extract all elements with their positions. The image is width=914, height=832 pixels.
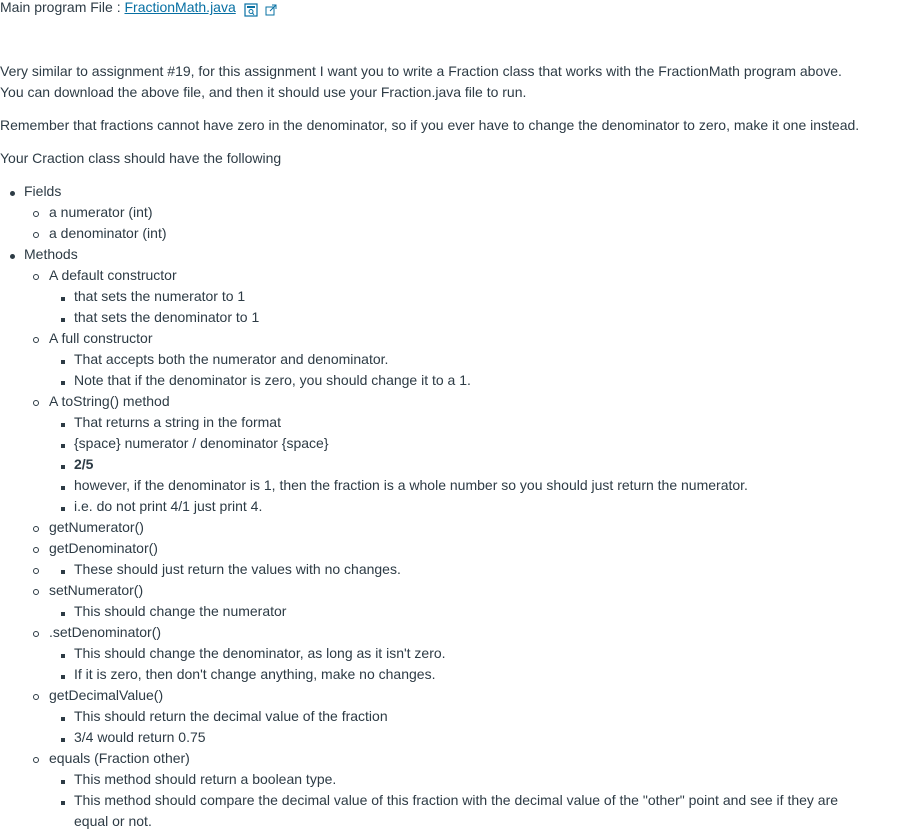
list-item-get-decimal-value: getDecimalValue() <box>0 685 914 706</box>
square-bullet <box>61 612 65 616</box>
list-item-tostring: A toString() method <box>0 391 914 412</box>
list-item-detail: This method should return a boolean type. <box>0 769 914 790</box>
list-item-detail: If it is zero, then don't change anything, make no changes. <box>0 664 914 685</box>
external-link-icon[interactable] <box>265 0 280 16</box>
circle-bullet <box>33 694 39 700</box>
list-item-methods: Methods <box>0 244 914 265</box>
file-label: Main program File : <box>0 0 125 15</box>
intro-paragraph <box>0 61 900 103</box>
square-bullet <box>61 360 65 364</box>
circle-bullet <box>33 589 39 595</box>
list-item-detail: This should return the decimal value of the fraction <box>0 706 914 727</box>
list-item-detail: that sets the numerator to 1 <box>0 286 914 307</box>
list-item-detail: Note that if the denominator is zero, you should change it to a 1. <box>0 370 914 391</box>
main-program-file-line <box>0 0 280 18</box>
square-bullet <box>61 780 65 784</box>
remember-paragraph: Remember that fractions cannot have zero in the denominator, so if you ever have to change the denominator to zero, make it one instead. <box>0 117 860 133</box>
list-item-field: a denominator (int) <box>0 223 914 244</box>
list-item-equals: equals (Fraction other) <box>0 748 914 769</box>
square-bullet <box>61 738 65 742</box>
circle-bullet <box>33 526 39 532</box>
list-item-getters-note: These should just return the values with no changes. <box>0 559 914 580</box>
circle-bullet <box>33 274 39 280</box>
requirements-list <box>0 181 914 832</box>
list-item-detail: that sets the denominator to 1 <box>0 307 914 328</box>
square-bullet <box>61 570 65 574</box>
square-bullet <box>61 717 65 721</box>
list-item-detail: however, if the denominator is 1, then the fraction is a whole number so you should just return the numerator. <box>0 475 914 496</box>
square-bullet <box>61 801 65 805</box>
square-bullet <box>61 381 65 385</box>
list-item-detail: That accepts both the numerator and denominator. <box>0 349 914 370</box>
square-bullet <box>61 675 65 679</box>
square-bullet <box>61 297 65 301</box>
circle-bullet <box>33 232 39 238</box>
square-bullet <box>61 654 65 658</box>
list-item-detail: That returns a string in the format <box>0 412 914 433</box>
list-item-detail: 2/5 <box>0 454 914 475</box>
list-item-set-numerator: setNumerator() <box>0 580 914 601</box>
list-item-full-constructor: A full constructor <box>0 328 914 349</box>
disc-bullet <box>10 254 15 259</box>
intro-line-1: Very similar to assignment #19, for this assignment I want you to write a Fraction class that works with the FractionMath program above. <box>0 63 842 79</box>
intro-line-2: You can download the above file, and then it should use your Fraction.java file to run. <box>0 84 527 100</box>
class-should-paragraph: Your Craction class should have the following <box>0 150 282 166</box>
list-item-detail: This should change the numerator <box>0 601 914 622</box>
circle-bullet <box>33 547 39 553</box>
circle-bullet <box>33 337 39 343</box>
file-icons <box>244 0 280 18</box>
circle-bullet <box>33 211 39 217</box>
list-item-get-numerator: getNumerator() <box>0 517 914 538</box>
circle-bullet <box>33 400 39 406</box>
square-bullet <box>61 318 65 322</box>
list-item-get-denominator: getDenominator() <box>0 538 914 559</box>
circle-bullet <box>33 631 39 637</box>
disc-bullet <box>10 191 15 196</box>
square-bullet <box>61 507 65 511</box>
list-item-detail: This method should compare the decimal value of this fraction with the decimal value of the "other" point and see if they are equal or not. <box>0 790 914 832</box>
fractionmath-file-link[interactable]: FractionMath.java <box>124 0 236 15</box>
list-item-fields: Fields <box>0 181 914 202</box>
square-bullet <box>61 486 65 490</box>
circle-bullet <box>33 568 39 574</box>
list-item-default-constructor: A default constructor <box>0 265 914 286</box>
preview-icon[interactable] <box>244 0 265 16</box>
list-item-detail: 3/4 would return 0.75 <box>0 727 914 748</box>
list-item-detail: This should change the denominator, as long as it isn't zero. <box>0 643 914 664</box>
list-item-detail: {space} numerator / denominator {space} <box>0 433 914 454</box>
square-bullet <box>61 423 65 427</box>
square-bullet <box>61 444 65 448</box>
circle-bullet <box>33 757 39 763</box>
list-item-set-denominator: .setDenominator() <box>0 622 914 643</box>
list-item-detail: i.e. do not print 4/1 just print 4. <box>0 496 914 517</box>
list-item-field: a numerator (int) <box>0 202 914 223</box>
square-bullet <box>61 465 65 469</box>
